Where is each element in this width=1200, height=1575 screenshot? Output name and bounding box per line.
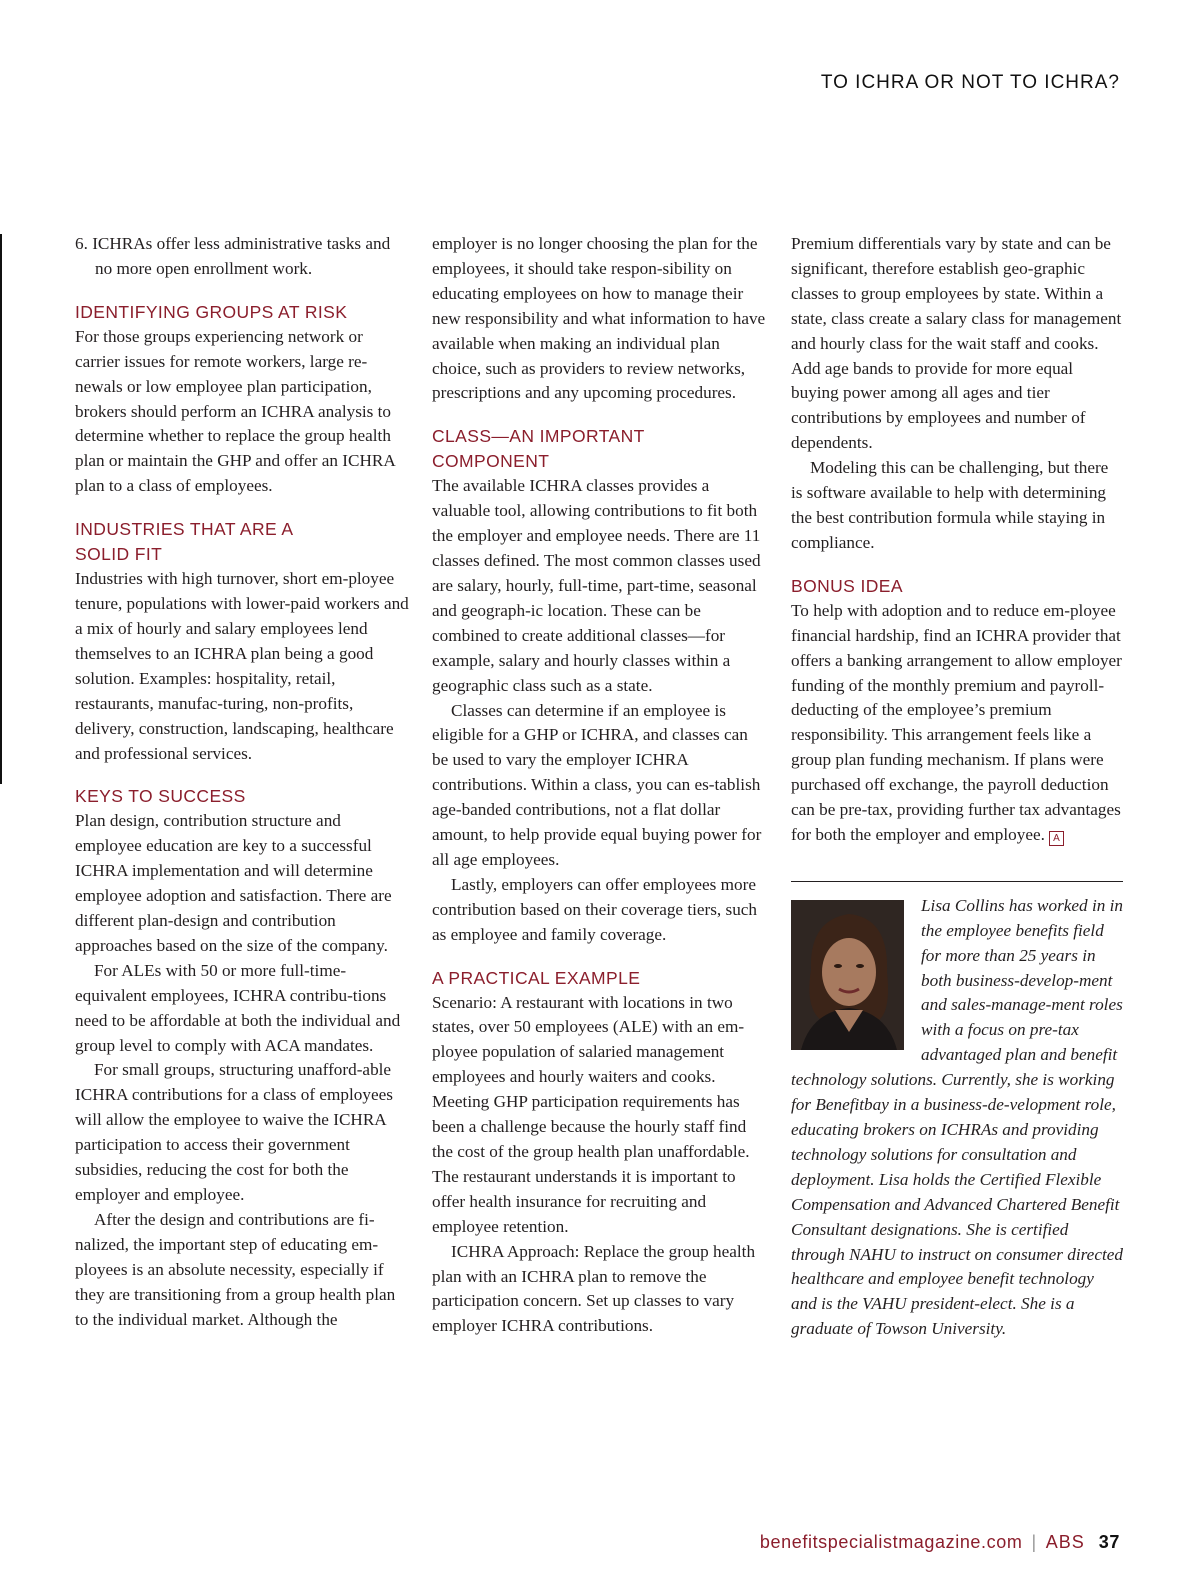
author-bio [791, 894, 1123, 1342]
author-photo [791, 900, 904, 1050]
paragraph: employer is no longer choosing the plan for the employees, it should take respon-sibility on educating employees on how to manage their new responsibility and what information to have available when making an individual plan choice, such as providers to review networks, prescriptions and any upcoming procedures. [432, 234, 766, 403]
column-3 [791, 232, 1123, 1342]
heading-class-component: CLASS—AN IMPORTANT COMPONENT [432, 426, 645, 472]
column-1 [75, 232, 410, 1332]
paragraph-bonus [791, 599, 1123, 848]
heading-practical-example: A PRACTICAL EXAMPLE [432, 967, 641, 988]
footer [760, 1532, 1120, 1553]
paragraph-text: To help with adoption and to reduce em-ployee financial hardship, find an ICHRA provider that offers a banking arrangement to allow employer funding of the monthly premium and payroll-deducting of the employee’s premium responsibility. This arrangement feels like a group plan funding mechanism. If plans were purchased off exchange, the payroll deduction can be pre-tax, providing further tax advantages for both the employer and employee. [791, 600, 1122, 844]
footer-separator: | [1031, 1532, 1037, 1552]
footer-section: ABS [1045, 1532, 1085, 1552]
bio-divider [791, 881, 1123, 882]
paragraph: Scenario: A restaurant with locations in two states, over 50 employees (ALE) with an em-ployee population of salaried management employees and hourly waiters and cooks. Meeting GHP participation requirements has been a challenge because the hourly staff find the cost of the group health plan unaffordable. The restaurant understands it is important to offer health insurance for recruiting and employee retention. [432, 992, 750, 1236]
paragraph: For ALEs with 50 or more full-time-equivalent employees, ICHRA contribu-tions need to be affordable at both the individual and group level to comply with ACA mandates. [75, 960, 401, 1055]
column-2 [432, 232, 767, 1339]
paragraph: Classes can determine if an employee is eligible for a GHP or ICHRA, and classes can be used to vary the employer ICHRA contributions. Within a class, you can es-tablish age-banded contributions, not a flat dollar amount, to help provide equal buying power for all age employees. [432, 700, 762, 869]
paragraph: Industries with high turnover, short em-ployee tenure, populations with lower-paid workers and a mix of hourly and salary employees lend themselves to an ICHRA plan being a good solution. Examples: hospitality, retail, restaurants, manufac-turing, non-profits, delivery, construction, landscaping, healthcare and professional services. [75, 569, 409, 763]
heading-bonus-idea: BONUS IDEA [791, 575, 903, 596]
paragraph: For small groups, structuring unafford-able ICHRA contributions for a class of employees will allow the employee to waive the ICHRA participation to access their government subsidies, reducing the cost for both the employer and employee. [75, 1060, 393, 1204]
paragraph: After the design and contributions are fi-nalized, the important step of educating em-ployees is an absolute necessity, especially if they are transitioning from a group health plan to the individual market. Although the [75, 1209, 396, 1329]
paragraph: ICHRA Approach: Replace the group health plan with an ICHRA plan to remove the participation concern. Set up classes to vary employer ICHRA contributions. [432, 1241, 756, 1336]
paragraph: Lastly, employers can offer employees more contribution based on their coverage tiers, such as employee and family coverage. [432, 874, 758, 944]
paragraph: The available ICHRA classes provides a valuable tool, allowing contributions to fit both the employer and employee needs. There are 11 classes defined. The most common classes used are salary, hourly, full-time, part-time, seasonal and geograph-ic location. These can be combined to create additional classes—for example, salary and hourly classes within a geographic class such as a state. [432, 476, 761, 695]
paragraph: Plan design, contribution structure and employee education are key to a successful ICHRA implementation and will determine employee adoption and satisfaction. There are different plan-design and contribution approaches based on the size of the company. [75, 811, 392, 955]
heading-industries: INDUSTRIES THAT ARE A SOLID FIT [75, 519, 293, 565]
footer-website: benefitspecialistmagazine.com [759, 1532, 1023, 1552]
paragraph: Modeling this can be challenging, but there is software available to help with determining the best contribution formula while staying in compliance. [791, 458, 1109, 552]
abs-logo-icon: A [1049, 831, 1064, 846]
paragraph: Premium differentials vary by state and can be significant, therefore establish geo-graphic classes to group employees by state. Within a state, class create a salary class for management and hourly class for the wait staff and cooks. Add age bands to provide for more equal buying power among all ages and tier contributions by employees and number of dependents. [791, 234, 1122, 453]
margin-rule [0, 234, 2, 784]
list-item: 6. ICHRAs offer less administrative tasks and no more open enrollment work. [75, 234, 391, 278]
page-number: 37 [1098, 1532, 1120, 1552]
heading-keys-to-success: KEYS TO SUCCESS [75, 786, 246, 807]
paragraph: For those groups experiencing network or carrier issues for remote workers, large re-newals or low employee plan participation, brokers should perform an ICHRA analysis to determine whether to replace the group health plan or maintain the GHP and offer an ICHRA plan to a class of employees. [75, 326, 395, 496]
running-header: TO ICHRA OR NOT TO ICHRA? [820, 72, 1120, 93]
heading-identifying-groups: IDENTIFYING GROUPS AT RISK [75, 301, 348, 322]
bio-text: Lisa Collins has worked in in the employee benefits field for more than 25 years in both business-develop-ment and sales-manage-ment roles with a focus on pre-tax advantaged plan and benefit technology solutions. Currently, she is working for Benefitbay in a business-de-velopment role, educating brokers on ICHRAs and providing technology solutions for consultation and deployment. Lisa holds the Certified Flexible Compensation and Advanced Chartered Benefit Consultant designations. She is certified through NAHU to instruct on consumer directed healthcare and employee benefit technology and is the VAHU president-elect. She is a graduate of Towson University. [791, 895, 1123, 1339]
